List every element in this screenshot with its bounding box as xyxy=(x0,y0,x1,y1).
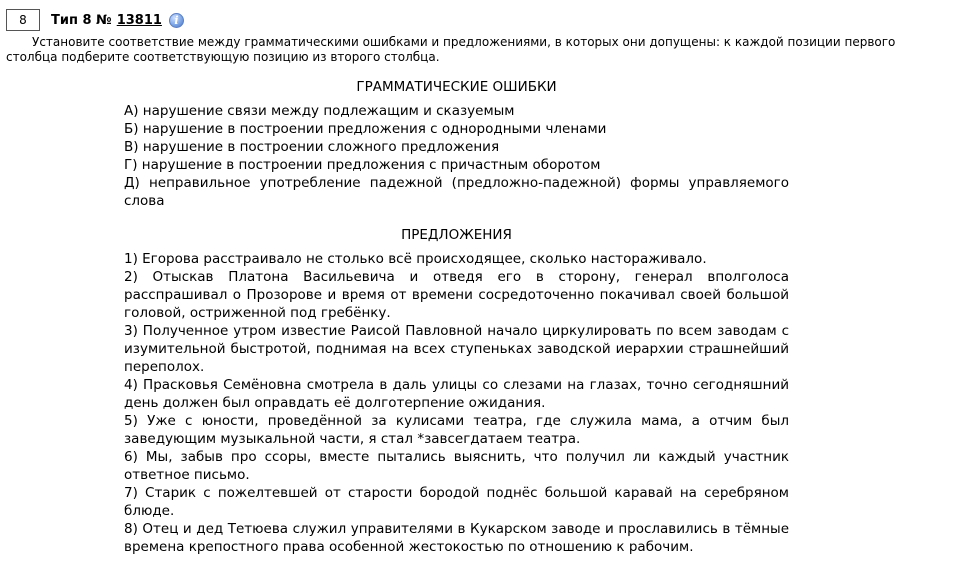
sentences-block xyxy=(124,250,789,556)
error-item-b: Б) нарушение в построении предложения с однородными членами xyxy=(124,121,607,137)
sentence-7: 7) Старик с пожелтевшей от старости бородой поднёс большой каравай на серебряном блюде. xyxy=(124,485,789,519)
task-type-label: Тип 8 № xyxy=(51,12,112,28)
sentence-3: 3) Полученное утром известие Раисой Павловной начало циркулировать по всем заводам с изумительной быстротой, поднимая на всех ступеньках заводской иерархии страшнейший переполох. xyxy=(124,323,789,375)
errors-list xyxy=(124,102,789,210)
sentences-list xyxy=(124,250,789,556)
task-number: 8 xyxy=(19,13,27,27)
info-icon[interactable]: i xyxy=(169,13,184,28)
sentence-2: 2) Отыскав Платона Васильевича и отведя его в сторону, генерал вполголоса расспрашивал о Прозорове и время от времени сосредоточенно покачивал своей большой головой, остриженной под гребёнку. xyxy=(124,269,789,321)
sentence-5: 5) Уже с юности, проведённой за кулисами театра, где служила мама, а отчим был заведующим музыкальной части, я стал *завсегдатаем театра. xyxy=(124,413,789,447)
sentence-6: 6) Мы, забыв про ссоры, вместе пытались выяснить, что получил ли каждый участник ответное письмо. xyxy=(124,449,789,483)
task-instruction: Установите соответствие между грамматическими ошибками и предложениями, в которых они допущены: к каждой позиции первого столбца подберите соответствующую позицию из второго столбца. xyxy=(6,35,896,64)
error-item-c: В) нарушение в построении сложного предложения xyxy=(124,139,500,155)
sentences-title: ПРЕДЛОЖЕНИЯ xyxy=(401,227,512,243)
sentence-4: 4) Прасковья Семёновна смотрела в даль улицы со слезами на глазах, точно сегодняшний день должен был оправдать её долготерпение ожидания. xyxy=(124,377,789,411)
error-item-a: А) нарушение связи между подлежащим и сказуемым xyxy=(124,103,515,119)
task-number-box xyxy=(6,9,40,31)
task-header xyxy=(6,8,184,32)
error-item-e: Д) неправильное употребление падежной (предложно-падежной) формы управляемого слова xyxy=(124,175,789,209)
task-id-link[interactable]: 13811 xyxy=(116,12,162,28)
errors-block xyxy=(124,102,789,210)
sentence-1: 1) Егорова расстраивало не столько всё происходящее, сколько настораживало. xyxy=(124,251,707,267)
sentence-8: 8) Отец и дед Тетюева служил управителями в Кукарском заводе и прославились в тёмные времена крепостного права особенной жестокостью по отношению к рабочим. xyxy=(124,521,789,555)
error-item-d: Г) нарушение в построении предложения с причастным оборотом xyxy=(124,157,601,173)
errors-title: ГРАММАТИЧЕСКИЕ ОШИБКИ xyxy=(356,79,557,95)
